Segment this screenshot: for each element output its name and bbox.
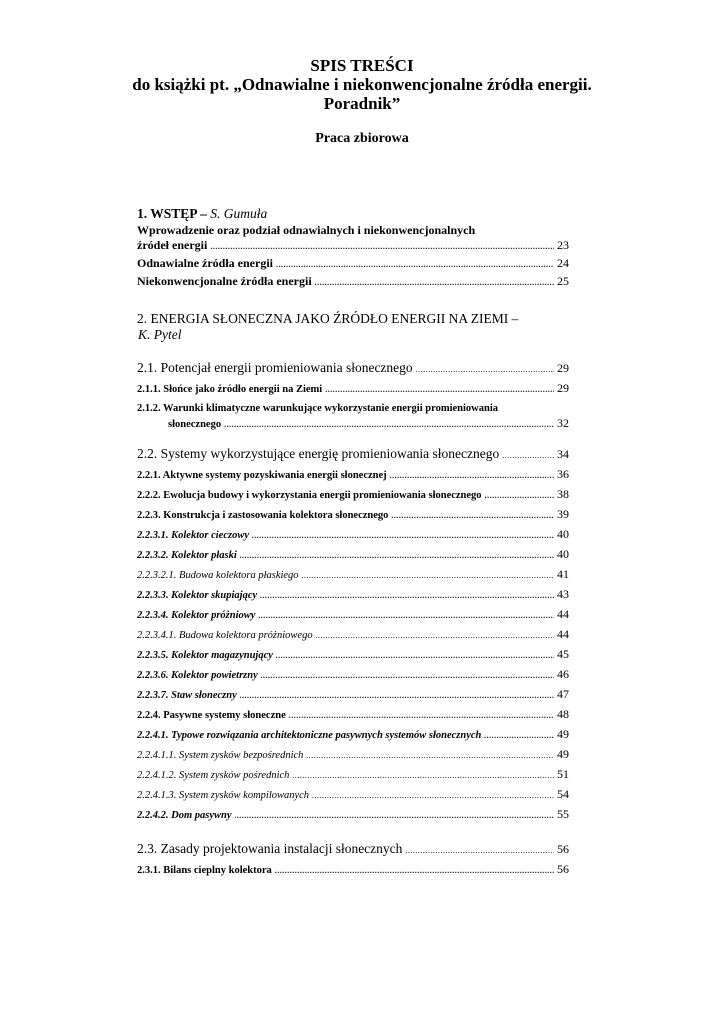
- toc-entry-label: 2.2.3.6. Kolektor powietrzny: [137, 670, 258, 681]
- dot-leader: [289, 708, 554, 723]
- page-number: 54: [557, 787, 569, 801]
- toc-entry-label: 2.2.4. Pasywne systemy słoneczne: [137, 710, 286, 721]
- dot-leader: [276, 648, 554, 663]
- toc-entry-label: Odnawialne źródła energii: [137, 256, 273, 270]
- chapter-2-heading: 2. ENERGIA SŁONECZNA JAKO ŹRÓDŁO ENERGII NA ZIEMI –: [137, 311, 519, 326]
- section-2-1: [137, 360, 569, 377]
- toc-entry-label: 2.2.4.2. Dom pasywny: [137, 810, 232, 821]
- dot-leader: [391, 508, 554, 523]
- page-number: 24: [557, 256, 569, 270]
- page-number: 51: [557, 767, 569, 781]
- toc-entry: [137, 527, 569, 543]
- toc-entry-label: słonecznego: [168, 419, 222, 430]
- toc-entry: [137, 787, 569, 803]
- toc-entry: [137, 707, 569, 723]
- dot-leader: [316, 628, 554, 643]
- page-number: 29: [557, 381, 569, 395]
- page-number: 46: [557, 667, 569, 681]
- page-number: 49: [557, 747, 569, 761]
- toc-entry-label: 2.2.4.1.3. System zysków kompilowanych: [137, 790, 310, 801]
- page-number: 36: [557, 467, 569, 481]
- page-number: 32: [557, 416, 569, 430]
- page-number: 38: [557, 487, 569, 501]
- page-number: 44: [557, 627, 569, 641]
- dot-leader: [416, 362, 554, 377]
- page-number: 23: [557, 238, 569, 252]
- dot-leader: [484, 728, 554, 743]
- dot-leader: [260, 588, 554, 603]
- title-line-2: do książki pt. „Odnawialne i niekonwencjonalne źródła energii.: [132, 75, 592, 94]
- dot-leader: [292, 768, 554, 783]
- page-number: 34: [557, 447, 569, 461]
- toc-entry-label: Niekonwencjonalne źródła energii: [137, 274, 312, 288]
- toc-entry-label: 2.2.3.4. Kolektor próżniowy: [137, 610, 256, 621]
- toc-entry: [137, 767, 569, 783]
- toc-entry-label: 2.1. Potencjał energii promieniowania słonecznego: [137, 360, 413, 375]
- dot-leader: [276, 257, 554, 272]
- toc-entry: [137, 607, 569, 623]
- dot-leader: [240, 688, 554, 703]
- toc-entry-label: 2.2.3.7. Staw słoneczny: [137, 690, 237, 701]
- toc-entry-2-3-1: [137, 862, 569, 878]
- toc-entry-2-1-2-line1: 2.1.2. Warunki klimatyczne warunkujące wykorzystanie energii promieniowania: [137, 403, 498, 414]
- toc-entry-intro: [137, 238, 569, 254]
- dot-leader: [240, 548, 554, 563]
- page-number: 56: [557, 862, 569, 876]
- toc-entry: [137, 647, 569, 663]
- dot-leader: [325, 382, 554, 397]
- toc-entry: [137, 747, 569, 763]
- toc-entry: [137, 807, 569, 823]
- section-2-2-entries: [137, 467, 569, 823]
- dot-leader: [302, 568, 554, 583]
- dot-leader: [306, 748, 554, 763]
- chapter-1-heading: [137, 206, 569, 221]
- section-2-2: [137, 446, 569, 463]
- dot-leader: [258, 608, 554, 623]
- toc-entry-label: 2.2.3.2. Kolektor płaski: [137, 550, 237, 561]
- title-line-1: SPIS TREŚCI: [310, 56, 414, 75]
- chapter-1-dash: –: [196, 206, 211, 221]
- toc-entry: [137, 667, 569, 683]
- toc-entry-label: 2.2.2. Ewolucja budowy i wykorzystania energii promieniowania słonecznego: [137, 490, 482, 501]
- toc-entry-label: 2.1.1. Słońce jako źródło energii na Ziemi: [137, 384, 323, 395]
- section-2-3: [137, 841, 569, 858]
- toc-entry: [137, 467, 569, 483]
- toc-entry-2-1-2: [137, 416, 569, 432]
- dot-leader: [275, 863, 554, 878]
- toc-entry: [137, 547, 569, 563]
- toc-entry-label: 2.2.3.5. Kolektor magazynujący: [137, 650, 273, 661]
- page-number: 49: [557, 727, 569, 741]
- dot-leader: [210, 239, 554, 254]
- page-number: 40: [557, 547, 569, 561]
- chapter-1-title: 1. WSTĘP: [137, 206, 197, 221]
- table-of-contents: [137, 206, 569, 878]
- page-number: 55: [557, 807, 569, 821]
- dot-leader: [485, 488, 554, 503]
- title-line-3: Poradnik”: [323, 94, 401, 113]
- toc-entry-label: 2.2.3. Konstrukcja i zastosowania kolektora słonecznego: [137, 510, 389, 521]
- toc-entry-label: 2.3. Zasady projektowania instalacji słonecznych: [137, 841, 403, 856]
- dot-leader: [235, 808, 555, 823]
- toc-entry-label: 2.2.3.2.1. Budowa kolektora płaskiego: [137, 570, 299, 581]
- toc-entry-label: 2.2.3.3. Kolektor skupiający: [137, 590, 258, 601]
- page-number: 47: [557, 687, 569, 701]
- dot-leader: [312, 788, 554, 803]
- toc-entry-label: 2.2.3.4.1. Budowa kolektora próżniowego: [137, 630, 313, 641]
- toc-entry-label: 2.2.4.1.1. System zysków bezpośrednich: [137, 750, 304, 761]
- page-number: 41: [557, 567, 569, 581]
- page-number: 43: [557, 587, 569, 601]
- dot-leader: [405, 843, 554, 858]
- toc-entry-label: 2.2.4.1.2. System zysków pośrednich: [137, 770, 290, 781]
- toc-entry-nonconventional: [137, 274, 569, 290]
- toc-entry-label: źródeł energii: [137, 238, 208, 252]
- document-subtitle: Praca zbiorowa: [315, 131, 409, 146]
- page-number: 48: [557, 707, 569, 721]
- chapter-1-author: S. Gumuła: [210, 206, 268, 221]
- page-number: 44: [557, 607, 569, 621]
- page-number: 39: [557, 507, 569, 521]
- toc-entry: [137, 587, 569, 603]
- page-number: 40: [557, 527, 569, 541]
- document-title: [0, 56, 724, 113]
- toc-entry: [137, 487, 569, 503]
- toc-entry: [137, 627, 569, 643]
- chapter-2-author: K. Pytel: [138, 327, 182, 342]
- toc-entry: [137, 507, 569, 523]
- dot-leader: [315, 275, 554, 290]
- toc-entry-label: 2.3.1. Bilans cieplny kolektora: [137, 865, 272, 876]
- toc-entry-intro-line1: Wprowadzenie oraz podział odnawialnych i niekonwencjonalnych: [137, 223, 476, 237]
- dot-leader: [252, 528, 554, 543]
- dot-leader: [224, 417, 554, 432]
- toc-entry-renewable: [137, 256, 569, 272]
- page-number: 45: [557, 647, 569, 661]
- page-number: 29: [557, 361, 569, 375]
- toc-entry-label: 2.2.1. Aktywne systemy pozyskiwania energii słonecznej: [137, 470, 387, 481]
- toc-entry-label: 2.2.4.1. Typowe rozwiązania architektoniczne pasywnych systemów słonecznych: [137, 730, 482, 741]
- toc-entry-label: 2.2. Systemy wykorzystujące energię promieniowania słonecznego: [137, 446, 500, 461]
- page-number: 56: [557, 842, 569, 856]
- toc-entry: [137, 567, 569, 583]
- toc-entry-2-1-1: [137, 381, 569, 397]
- dot-leader: [502, 448, 554, 463]
- toc-entry-label: 2.2.3.1. Kolektor cieczowy: [137, 530, 249, 541]
- dot-leader: [261, 668, 554, 683]
- toc-entry: [137, 727, 569, 743]
- toc-entry: [137, 687, 569, 703]
- dot-leader: [390, 468, 554, 483]
- page-number: 25: [557, 274, 569, 288]
